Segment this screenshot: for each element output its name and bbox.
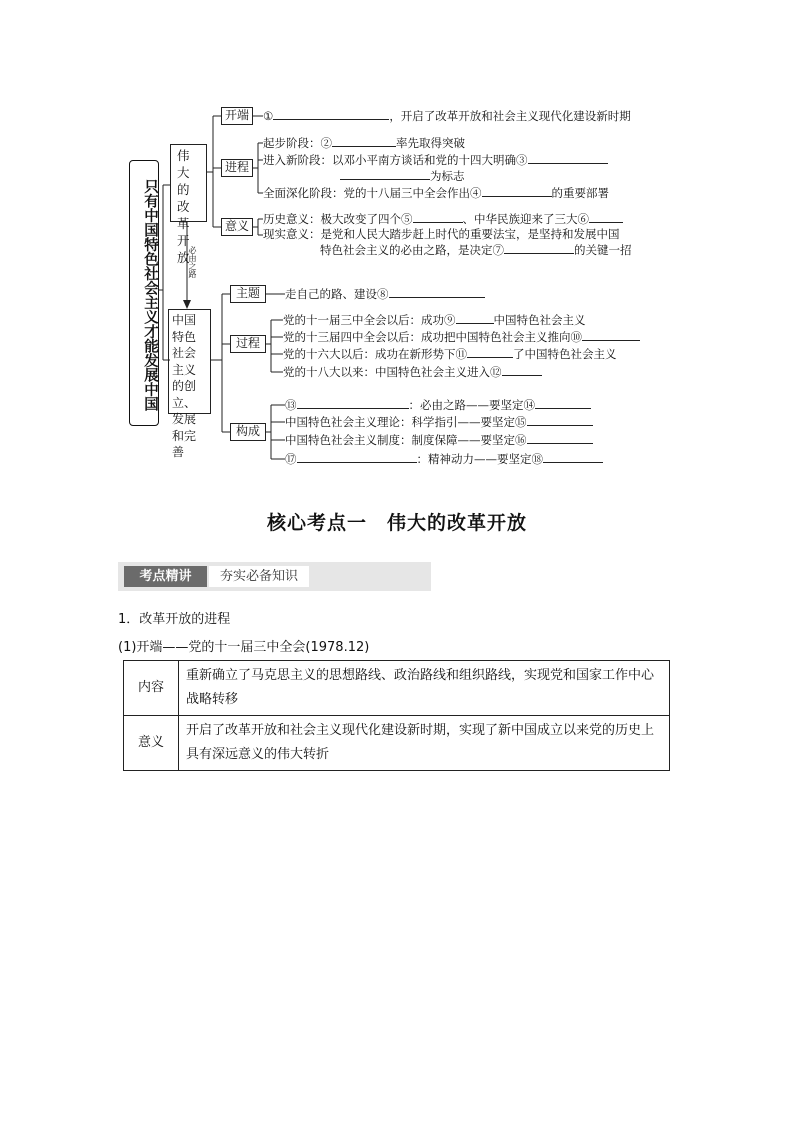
tag-meaning: 意义 [221,218,253,236]
blank-4 [482,185,552,197]
banner-light-label: 夯实必备知识 [209,566,309,587]
m-l1-text: 历史意义：极大改变了四个⑤ [263,212,413,226]
p1-l4-post: 的重要部署 [551,186,609,200]
start-line [263,108,631,124]
process2-line-2 [283,329,640,345]
socialism-box [168,309,211,459]
process1-line-3 [340,168,465,184]
c-l4-post: ：精神动力——要坚定⑱ [416,452,543,466]
paragraph-1: 1．改革开放的进程 [118,612,231,627]
socialism-box-label: 中国特色社会主义的创立、发展和完善 [172,313,197,459]
must-path-label: 必由之路 [188,246,197,278]
process1-line-1 [263,135,465,151]
blank-14 [535,397,591,409]
table-cell-body: 开启了改革开放和社会主义现代化建设新时期，实现了新中国成立以来党的历史上具有深远意义的伟大转折 [179,716,670,771]
p1-l3-text: 为标志 [430,169,465,183]
tag-composition: 构成 [230,423,266,441]
blank-12 [502,364,542,376]
blank-16 [527,432,593,444]
meaning-line-1 [263,211,623,227]
theme-line [285,286,485,302]
m-l3-text: 特色社会主义的必由之路，是决定⑦ [320,243,504,257]
p1-l4-text: 全面深化阶段：党的十八届三中全会作出④ [263,186,482,200]
p1-l1-text: 起步阶段：② [263,136,332,150]
start-text-post: ，开启了改革开放和社会主义现代化建设新时期 [389,109,631,123]
p1-l1-post: 率先取得突破 [396,136,465,150]
table-cell-head: 意义 [124,716,179,771]
c-l1-post: ：必由之路——要坚定⑭ [408,398,535,412]
blank-18 [543,451,603,463]
process2-line-3 [283,346,617,362]
g-l1-post: 中国特色社会主义 [493,313,586,327]
paragraph-2: (1)开端——党的十一届三中全会(1978.12) [118,640,370,655]
g-l2-text: 党的十三届四中全会以后：成功把中国特色社会主义推向⑩ [283,330,582,344]
blank-13 [297,397,409,409]
blank-6 [589,211,623,223]
g-l3-post: 了中国特色社会主义 [513,347,617,361]
blank-2 [332,135,396,147]
c-l2-text: 中国特色社会主义理论：科学指引——要坚定⑮ [285,415,527,429]
blank-17 [297,451,417,463]
tag-process2: 过程 [230,335,266,353]
banner-dark-label: 考点精讲 [124,566,207,587]
c-l1-text: ⑬ [285,398,297,412]
section-heading: 核心考点一 伟大的改革开放 [266,512,527,534]
mindmap-root-title: 只有中国特色社会主义才能发展中国 [129,160,159,426]
blank-15 [527,414,593,426]
start-text: ① [263,109,274,123]
g-l3-text: 党的十六大以后：成功在新形势下⑪ [283,347,467,361]
blank-3b [340,168,430,180]
m-l3-post: 的关键一招 [574,243,632,257]
process2-line-1 [283,312,586,328]
tag-theme: 主题 [230,285,266,303]
reform-box-label: 伟大的改革开放 [177,148,190,265]
process1-line-4 [263,185,609,201]
composition-line-2 [285,414,593,430]
table-cell-head: 内容 [124,661,179,716]
blank-5 [413,211,463,223]
c-l3-text: 中国特色社会主义制度：制度保障——要坚定⑯ [285,433,527,447]
composition-line-1 [285,397,591,413]
meaning-line-2: 现实意义：是党和人民大踏步赶上时代的重要法宝，是坚持和发展中国 [263,227,620,241]
blank-10 [582,329,640,341]
table-row [124,716,670,771]
blank-1 [273,108,389,120]
meaning-line-3 [320,242,632,258]
blank-3 [528,152,608,164]
tag-process1: 进程 [221,159,253,177]
tag-start: 开端 [221,107,253,125]
p1-l2-text: 进入新阶段：以邓小平南方谈话和党的十四大明确③ [263,153,528,167]
g-l1-text: 党的十一届三中全会以后：成功⑨ [283,313,456,327]
content-table [123,660,670,771]
composition-line-3 [285,432,593,448]
blank-7 [504,242,574,254]
blank-8 [389,286,485,298]
composition-line-4 [285,451,603,467]
c-l4-text: ⑰ [285,452,297,466]
process2-line-4 [283,364,542,380]
blank-11 [467,346,513,358]
blank-9 [456,312,494,324]
g-l4-text: 党的十八大以来：中国特色社会主义进入⑫ [283,365,502,379]
table-row [124,661,670,716]
theme-text: 走自己的路、建设⑧ [285,287,389,301]
m-l1-mid: 、中华民族迎来了三大⑥ [462,212,589,226]
table-cell-body: 重新确立了马克思主义的思想路线、政治路线和组织路线，实现党和国家工作中心战略转移 [179,661,670,716]
process1-line-2 [263,152,608,168]
